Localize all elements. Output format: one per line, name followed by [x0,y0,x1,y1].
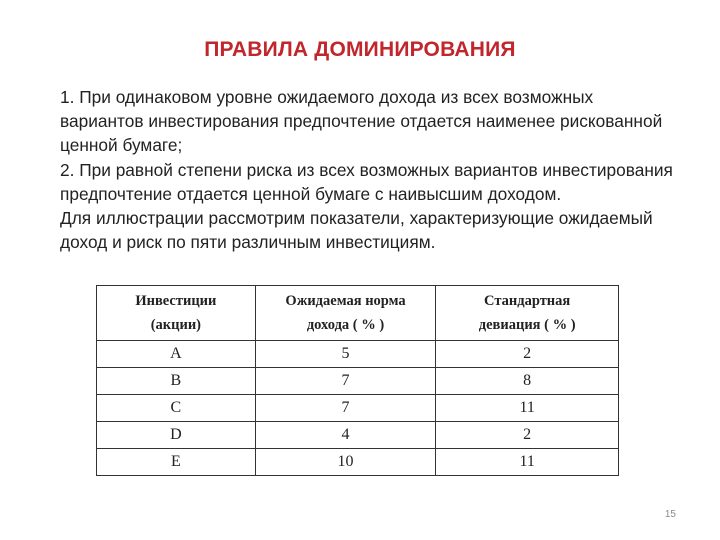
header-expected-return-line2: дохода ( % ) [306,317,385,333]
page-number: 15 [664,509,676,520]
cell-std-deviation: 11 [436,449,619,476]
illustration-paragraph: Для иллюстрации рассмотрим показатели, характеризующие ожидаемый доход и риск по пяти различным инвестициям. [60,208,653,253]
header-investments-line1: Инвестиции [135,293,217,309]
table-row [97,341,619,368]
table-row [97,422,619,449]
cell-std-deviation: 2 [436,341,619,368]
cell-investment: E [97,449,256,476]
cell-expected-return: 4 [255,422,436,449]
slide-title: ПРАВИЛА ДОМИНИРОВАНИЯ [204,38,516,61]
header-expected-return [255,286,436,341]
investments-table [96,285,619,476]
header-std-deviation-line2: девиация ( % ) [478,317,576,333]
rule-two-paragraph: 2. При равной степени риска из всех возможных вариантов инвестирования предпочтение отдается ценной бумаге с наивысшим доходом. [60,159,673,204]
table-row [97,368,619,395]
cell-expected-return: 5 [255,341,436,368]
table-row [97,449,619,476]
cell-investment: A [97,341,256,368]
header-std-deviation [436,286,619,341]
header-investments [97,286,256,341]
header-investments-line2: (акции) [150,317,202,333]
table-header-row [97,286,619,341]
cell-std-deviation: 11 [436,395,619,422]
rule-one-paragraph: 1. При одинаковом уровне ожидаемого дохода из всех возможных вариантов инвестирования предпочтение отдается наименее рискованной ценной бумаге; [60,87,663,156]
cell-expected-return: 7 [255,368,436,395]
body-text [60,85,680,254]
cell-investment: C [97,395,256,422]
cell-investment: D [97,422,256,449]
header-std-deviation-line1: Стандартная [484,293,571,309]
cell-expected-return: 10 [255,449,436,476]
cell-std-deviation: 2 [436,422,619,449]
header-expected-return-line1: Ожидаемая норма [285,293,406,309]
cell-expected-return: 7 [255,395,436,422]
cell-investment: B [97,368,256,395]
cell-std-deviation: 8 [436,368,619,395]
table-row [97,395,619,422]
